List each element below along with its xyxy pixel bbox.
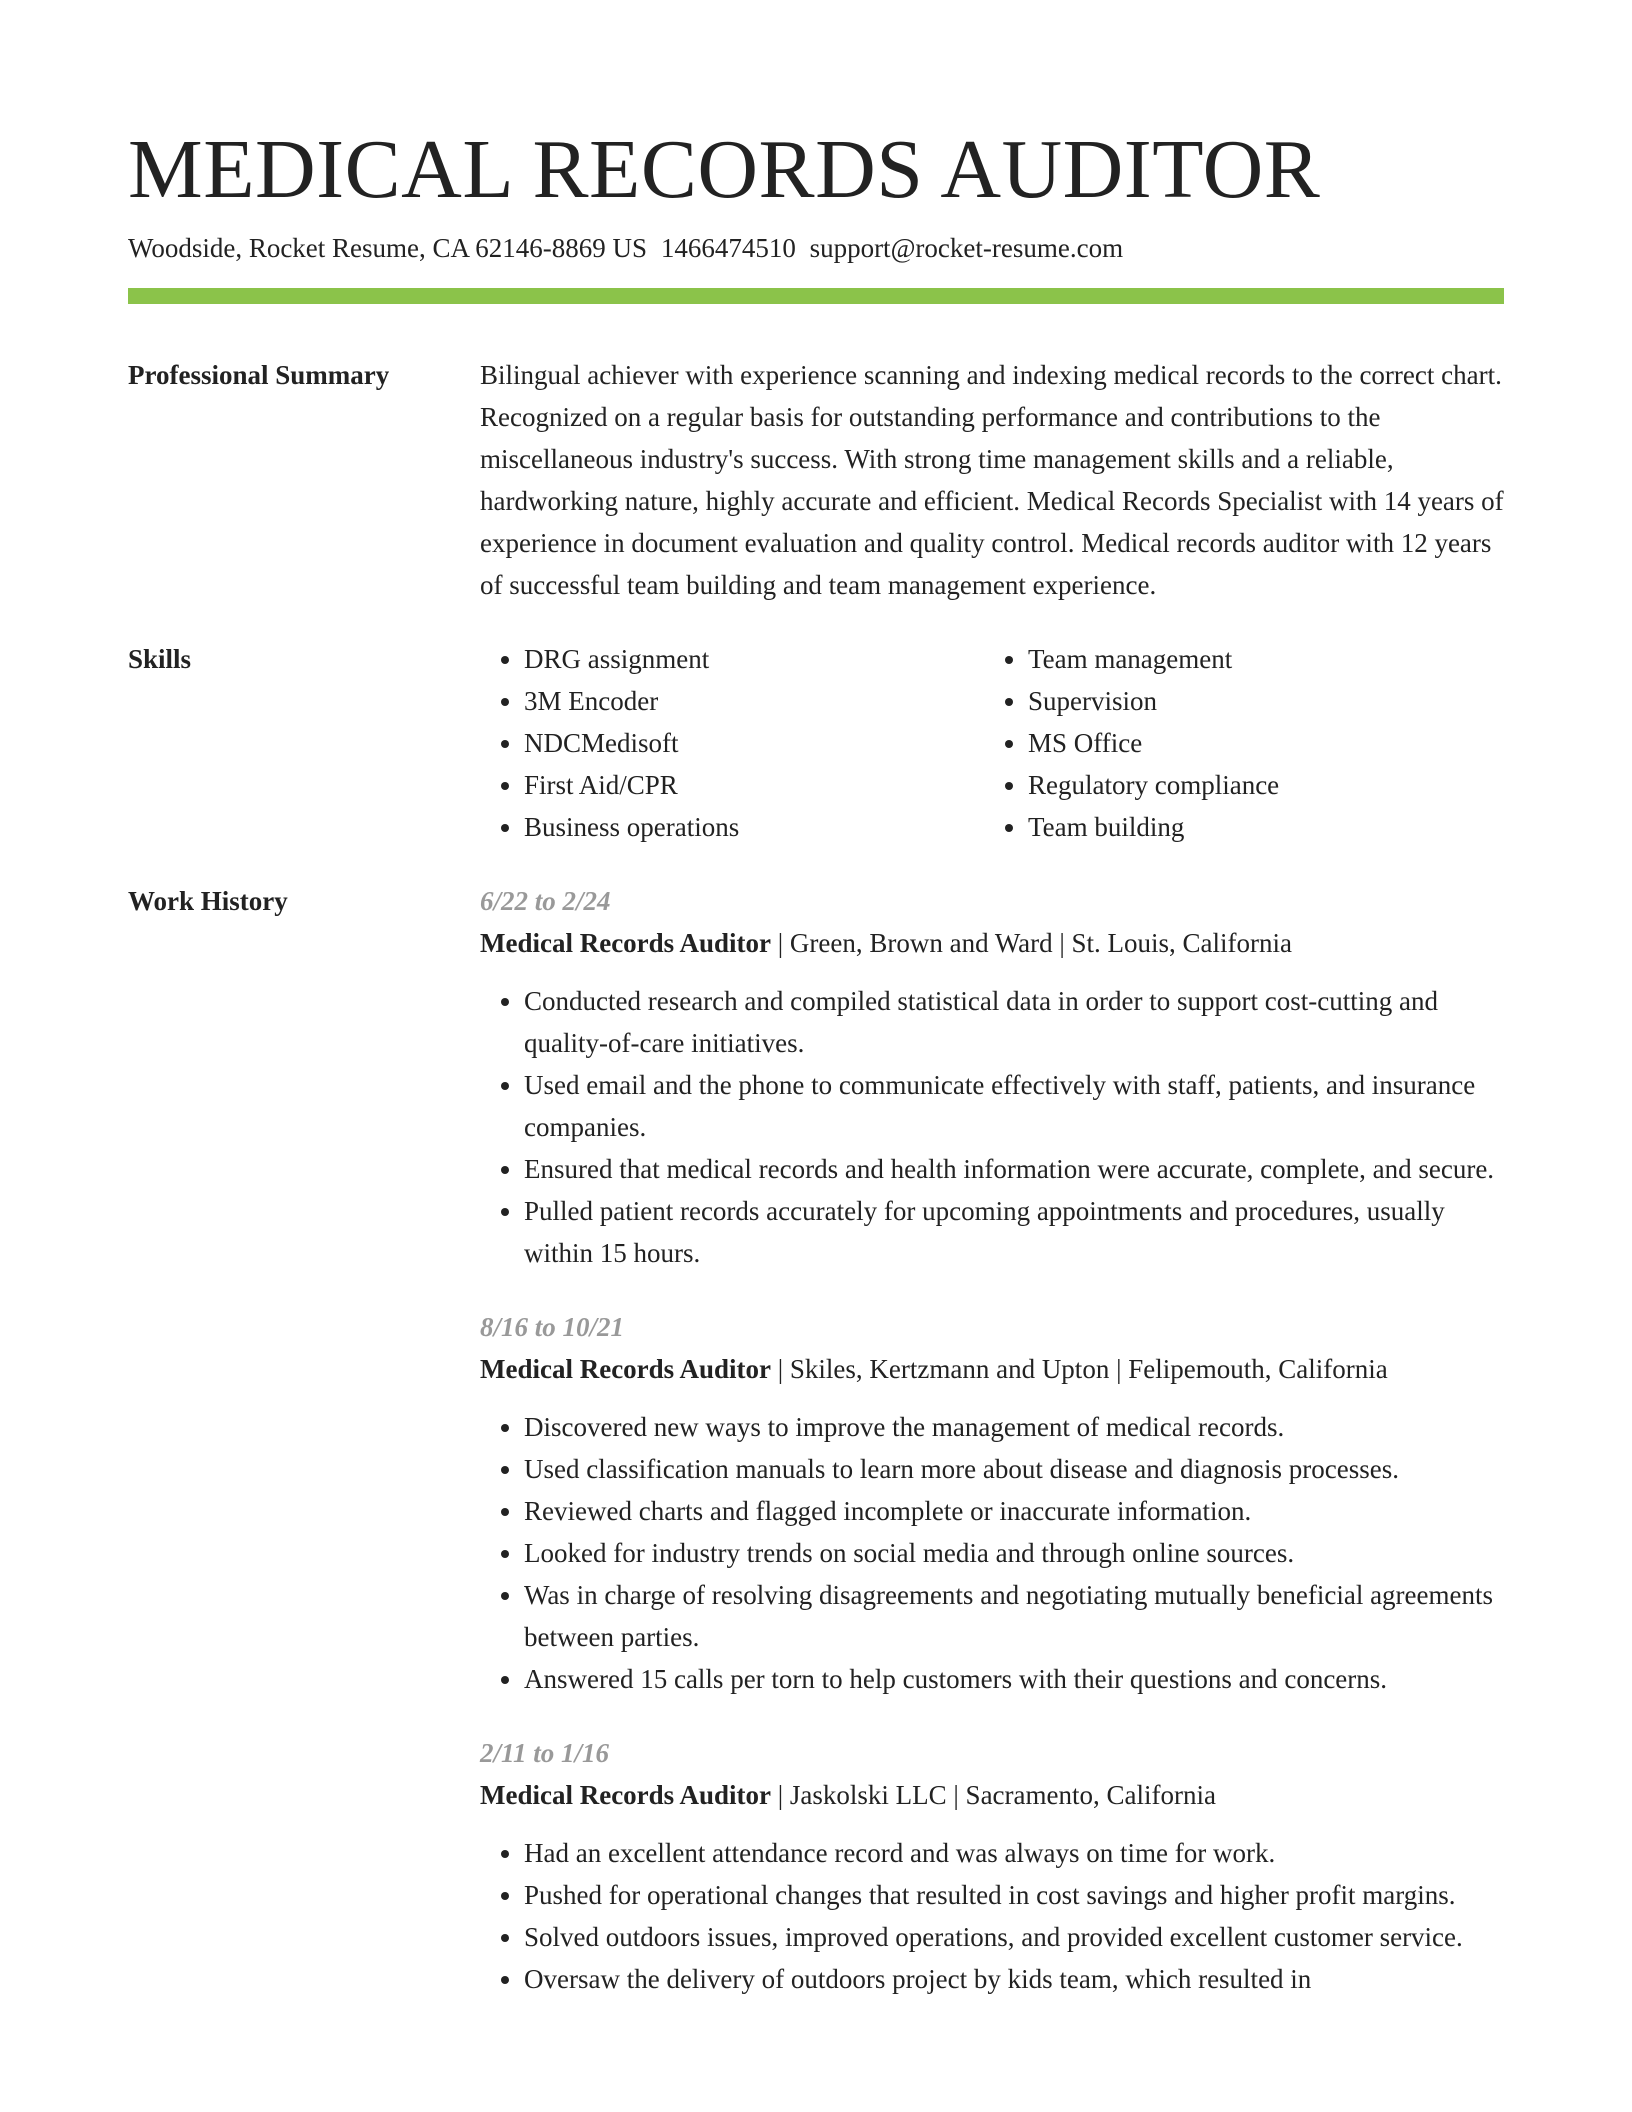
job-bullet: • Ensured that medical records and health information were accurate, complete, and secure. (524, 1148, 1504, 1190)
skill-item: • Team management (1028, 638, 1488, 680)
skills-list-right (984, 638, 1488, 848)
skill-item: • NDCMedisoft (524, 722, 984, 764)
separator: | (1116, 1354, 1122, 1384)
work-history-label: Work History (128, 886, 288, 916)
resume-page (128, 120, 1504, 2000)
job-company: Green, Brown and Ward (789, 928, 1053, 958)
summary-label: Professional Summary (128, 360, 390, 390)
job-title-line (480, 1348, 1504, 1390)
separator: | (1059, 928, 1065, 958)
job-title: Medical Records Auditor (480, 1780, 771, 1810)
skill-item: • Regulatory compliance (1028, 764, 1488, 806)
job-bullet: • Reviewed charts and flagged incomplete or inaccurate information. (524, 1490, 1504, 1532)
job-bullets (480, 980, 1504, 1274)
job-bullet: • Conducted research and compiled statistical data in order to support cost-cutting and quality-of-care initiatives. (524, 980, 1504, 1064)
job-entry (480, 880, 1504, 1274)
contact-phone: 1466474510 (660, 233, 796, 263)
skill-item: • Team building (1028, 806, 1488, 848)
job-bullet: • Pushed for operational changes that resulted in cost savings and higher profit margins. (524, 1874, 1504, 1916)
work-history-body (480, 880, 1504, 2000)
job-title-line (480, 922, 1504, 964)
job-title: Medical Records Auditor (480, 928, 771, 958)
separator: | (777, 1780, 784, 1810)
separator: | (777, 1354, 784, 1384)
job-entry (480, 1732, 1504, 2000)
job-bullets (480, 1832, 1504, 2000)
skill-item: • Business operations (524, 806, 984, 848)
job-bullet: • Answered 15 calls per torn to help customers with their questions and concerns. (524, 1658, 1504, 1700)
skills-list-left (480, 638, 984, 848)
job-bullet: • Pulled patient records accurately for upcoming appointments and procedures, usually within 15 hours. (524, 1190, 1504, 1274)
skill-item: • First Aid/CPR (524, 764, 984, 806)
skill-item: • Supervision (1028, 680, 1488, 722)
job-dates: 6/22 to 2/24 (480, 886, 611, 916)
skills-section (128, 638, 1504, 848)
skill-item: • MS Office (1028, 722, 1488, 764)
job-bullet: • Looked for industry trends on social media and through online sources. (524, 1532, 1504, 1574)
job-bullets (480, 1406, 1504, 1700)
contact-line (128, 230, 1504, 266)
skill-item: • DRG assignment (524, 638, 984, 680)
job-company: Skiles, Kertzmann and Upton (789, 1354, 1110, 1384)
job-location: Sacramento, California (965, 1780, 1216, 1810)
job-dates: 2/11 to 1/16 (480, 1738, 610, 1768)
separator: | (953, 1780, 959, 1810)
job-bullet: • Oversaw the delivery of outdoors project by kids team, which resulted in (524, 1958, 1504, 2000)
job-bullet: • Solved outdoors issues, improved operations, and provided excellent customer service. (524, 1916, 1504, 1958)
job-bullet: • Used email and the phone to communicate effectively with staff, patients, and insurance companies. (524, 1064, 1504, 1148)
summary-body (480, 354, 1504, 606)
job-bullet: • Had an excellent attendance record and was always on time for work. (524, 1832, 1504, 1874)
contact-address: Woodside, Rocket Resume, CA 62146-8869 US (128, 233, 648, 263)
job-location: Felipemouth, California (1128, 1354, 1388, 1384)
resume-name: MEDICAL RECORDS AUDITOR (128, 123, 1321, 216)
job-bullet: • Used classification manuals to learn more about disease and diagnosis processes. (524, 1448, 1504, 1490)
job-title-line (480, 1774, 1504, 1816)
job-company: Jaskolski LLC (789, 1780, 947, 1810)
skill-item: • 3M Encoder (524, 680, 984, 722)
work-history-section (128, 880, 1504, 2000)
summary-text: Bilingual achiever with experience scanning and indexing medical records to the correct chart. Recognized on a regular basis for outstanding performance and contributions to the miscellaneous industry's success. With strong time management skills and a reliable, hardworking nature, highly accurate and efficient. Medical Records Specialist with 14 years of experience in document evaluation and quality control. Medical records auditor with 12 years of successful team building and team management experience. (480, 360, 1504, 600)
skills-label: Skills (128, 644, 192, 674)
job-entry (480, 1306, 1504, 1700)
job-title: Medical Records Auditor (480, 1354, 771, 1384)
job-location: St. Louis, California (1071, 928, 1293, 958)
separator: | (777, 928, 784, 958)
job-bullet: • Was in charge of resolving disagreements and negotiating mutually beneficial agreements between parties. (524, 1574, 1504, 1658)
skills-body (480, 638, 1504, 848)
contact-email: support@rocket-resume.com (809, 233, 1124, 263)
summary-section (128, 354, 1504, 606)
job-bullet: • Discovered new ways to improve the management of medical records. (524, 1406, 1504, 1448)
job-dates: 8/16 to 10/21 (480, 1312, 625, 1342)
skills-grid (480, 638, 1504, 848)
header-divider (128, 288, 1504, 304)
